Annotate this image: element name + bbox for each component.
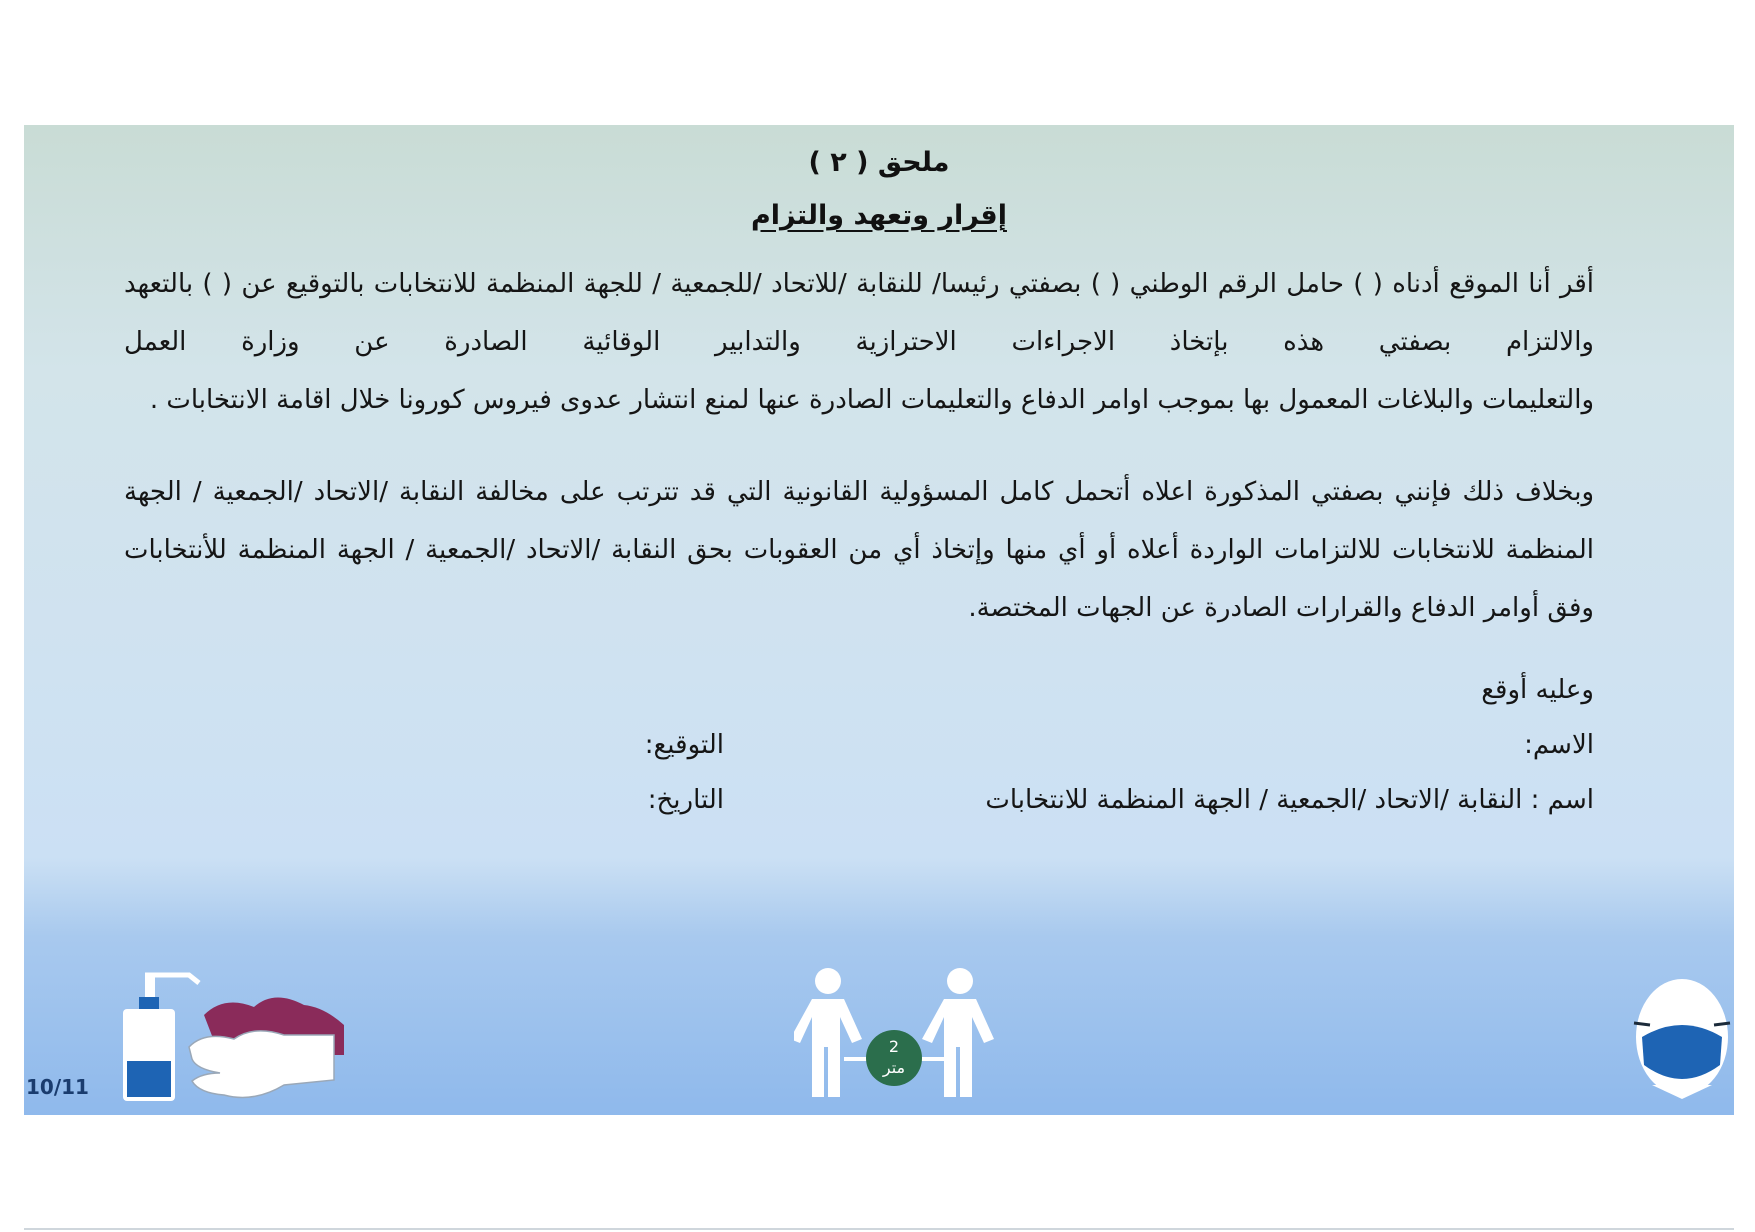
- paragraph-line: والتعليمات والبلاغات المعمول بها بموجب اوامر الدفاع والتعليمات الصادرة عنها لمنع انتشار عدوى فيروس كورونا خلال اقامة الانتخابات .: [149, 385, 1594, 415]
- paragraph-line: وفق أوامر الدفاع والقرارات الصادرة عن الجهات المختصة.: [968, 593, 1594, 623]
- document-panel: [24, 125, 1734, 1115]
- social-distance-icon: [794, 965, 994, 1115]
- union-name-label: اسم : النقابة /الاتحاد /الجمعية / الجهة المنظمة للانتخابات: [985, 785, 1594, 815]
- page-number: 10/11: [26, 1075, 89, 1099]
- face-mask-icon: [1624, 965, 1734, 1100]
- date-label: التاريخ:: [647, 785, 724, 815]
- sign-intro: وعليه أوقع: [1481, 675, 1594, 705]
- gloves-icon: [184, 985, 354, 1110]
- page-edge: [24, 1228, 1734, 1230]
- hand-sanitizer-icon: [119, 965, 209, 1105]
- paragraph-line: المنظمة للانتخابات للالتزامات الواردة أعلاه أو أي منها وإتخاذ أي من العقوبات بحق النقابة /الاتحاد /الجمعية / الجهة المنظمة للأنتخابات: [124, 535, 1594, 565]
- document-subtitle: إقرار وتعهد والتزام: [751, 200, 1007, 231]
- distance-unit: متر: [882, 1058, 906, 1077]
- declaration-paragraph: [124, 255, 1594, 429]
- appendix-title: ملحق ( ٢ ): [808, 147, 950, 178]
- liability-paragraph: [124, 463, 1594, 637]
- name-label: الاسم:: [1524, 730, 1594, 760]
- distance-number: 2: [888, 1037, 900, 1056]
- paragraph-line: للانتخابات بالتوقيع عن ( ) بالتعهد والالتزام بصفتي هذه بإتخاذ الاجراءات الاحترازية والتدابير الوقائية الصادرة عن وزارة العمل: [124, 269, 1594, 357]
- signature-label: التوقيع:: [644, 730, 724, 760]
- paragraph-line: وبخلاف ذلك فإنني بصفتي المذكورة اعلاه أتحمل كامل المسؤولية القانونية التي قد تترتب على مخالفة النقابة /الاتحاد /الجمعية / الجهة: [124, 477, 1594, 507]
- paragraph-line: أقر أنا الموقع أدناه ( ) حامل الرقم الوطني ( ) بصفتي رئيسا/ للنقابة /للاتحاد /للجمعية / للجهة المنظمة: [486, 269, 1595, 299]
